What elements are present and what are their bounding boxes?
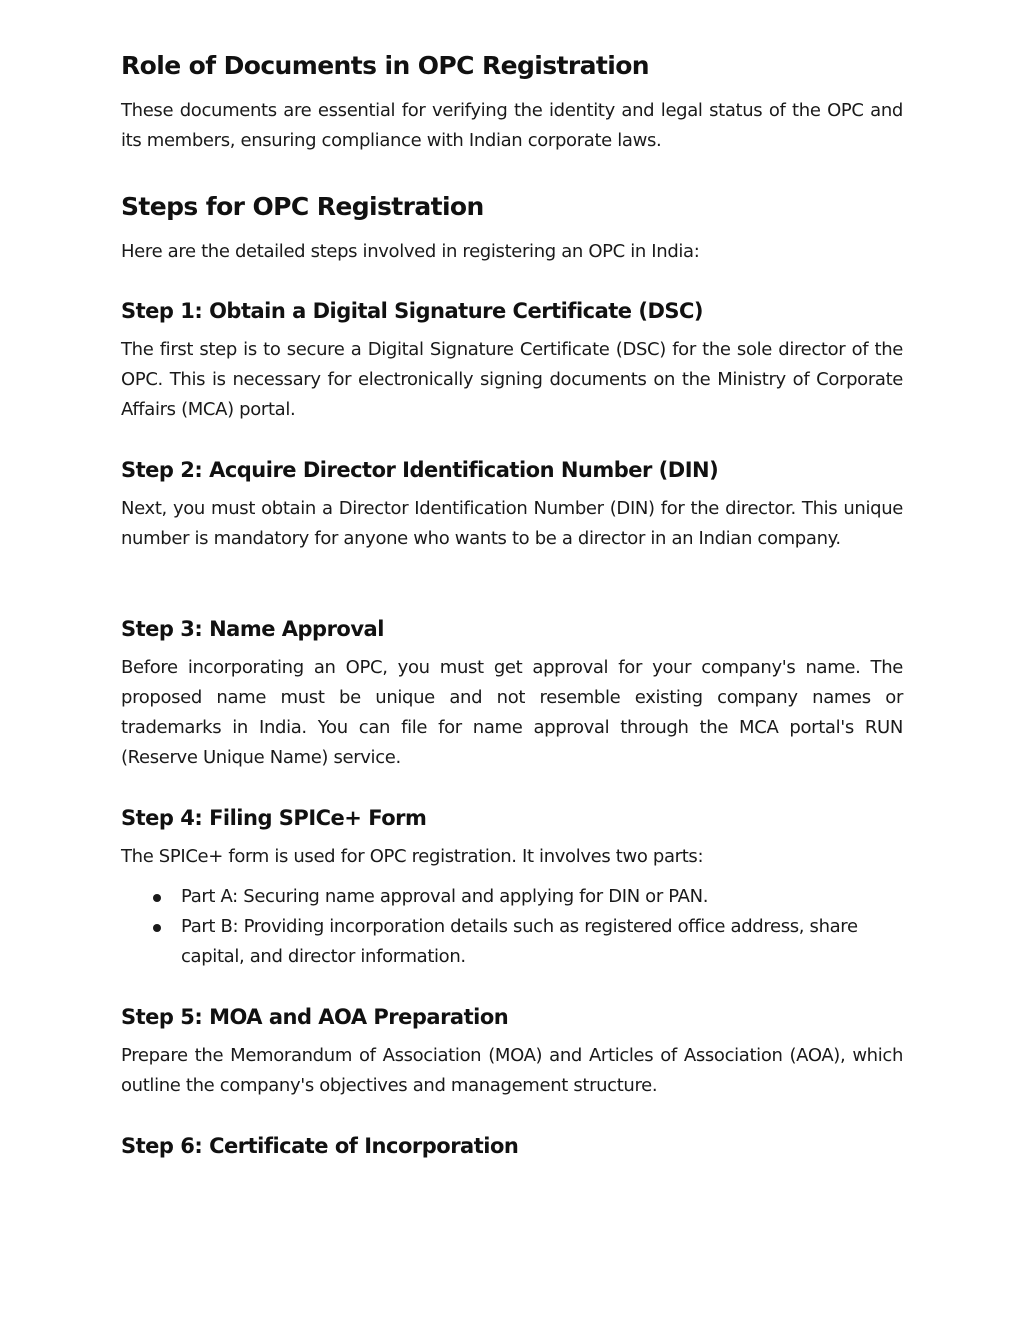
step4 — [121, 804, 903, 832]
step1-heading: Step 1: Obtain a Digital Signature Certificate (DSC) — [121, 299, 704, 323]
step1-paragraph: The first step is to secure a Digital Signature Certificate (DSC) for the sole director of the OPC. This is necessary for electronically signing documents on the Ministry of Corporate Affairs (MCA) portal. — [121, 339, 903, 420]
step2 — [121, 456, 903, 484]
step1-text-block — [121, 335, 903, 425]
list-item — [121, 912, 903, 972]
steps-intro: Here are the detailed steps involved in registering an OPC in India: — [121, 241, 700, 262]
step2-text-block — [121, 494, 903, 554]
list-item — [121, 882, 903, 912]
step6-heading: Step 6: Certificate of Incorporation — [121, 1134, 519, 1158]
step3-text-block — [121, 653, 903, 773]
step4-intro: The SPICe+ form is used for OPC registration. It involves two parts: — [121, 846, 704, 867]
step6 — [121, 1132, 903, 1160]
step4-heading: Step 4: Filing SPICe+ Form — [121, 806, 427, 830]
steps-heading: Steps for OPC Registration — [121, 192, 484, 221]
step3 — [121, 615, 903, 643]
step5-heading: Step 5: MOA and AOA Preparation — [121, 1005, 509, 1029]
role-paragraph: These documents are essential for verifying the identity and legal status of the OPC and its members, ensuring compliance with Indian corporate laws. — [121, 100, 903, 151]
bullet-icon — [153, 924, 161, 932]
step3-heading: Step 3: Name Approval — [121, 617, 384, 641]
role-heading: Role of Documents in OPC Registration — [121, 51, 649, 80]
step2-heading: Step 2: Acquire Director Identification Number (DIN) — [121, 458, 719, 482]
list-item-text: Part A: Securing name approval and applying for DIN or PAN. — [181, 886, 709, 907]
section-role — [121, 50, 903, 82]
step2-paragraph: Next, you must obtain a Director Identification Number (DIN) for the director. This unique number is mandatory for anyone who wants to be a director in an Indian company. — [121, 498, 903, 549]
section-steps — [121, 191, 903, 223]
step4-list-block — [121, 882, 903, 972]
step1 — [121, 297, 903, 325]
step5-text-block — [121, 1041, 903, 1101]
step4-bullet-list — [121, 882, 903, 972]
step5 — [121, 1003, 903, 1031]
bullet-icon — [153, 894, 161, 902]
step3-paragraph: Before incorporating an OPC, you must get approval for your company's name. The proposed name must be unique and not resemble existing company names or trademarks in India. You can file for name approval through the MCA portal's RUN (Reserve Unique Name) service. — [121, 657, 903, 768]
step5-paragraph: Prepare the Memorandum of Association (MOA) and Articles of Association (AOA), which outline the company's objectives and management structure. — [121, 1045, 903, 1096]
list-item-text: Part B: Providing incorporation details such as registered office address, share capital, and director information. — [181, 916, 858, 967]
role-text-block — [121, 96, 903, 156]
step4-intro-block — [121, 842, 903, 872]
steps-intro-block — [121, 237, 903, 267]
